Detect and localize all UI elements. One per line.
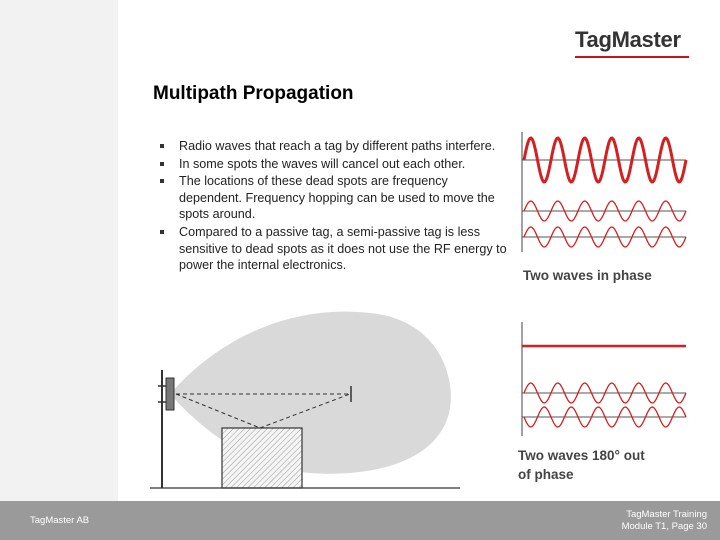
bullet-item: In some spots the waves will cancel out each other. [160, 156, 510, 173]
in-phase-wave-diagram [518, 128, 690, 258]
antenna-field-illustration [150, 308, 460, 493]
bullet-marker [160, 162, 164, 166]
footer-company: TagMaster AB [30, 515, 90, 526]
out-of-phase-wave-diagram [518, 320, 690, 440]
caption-out-of-phase: Two waves 180° out of phase [518, 448, 645, 482]
footer-page-info: TagMaster Training Module T1, Page 30 [621, 509, 707, 532]
bullet-item: Radio waves that reach a tag by different paths interfere. [160, 138, 510, 155]
bullet-item: The locations of these dead spots are frequency dependent. Frequency hopping can be used to move the spots around. [160, 173, 510, 223]
reflecting-object [222, 428, 302, 488]
caption-in-phase: Two waves in phase [523, 268, 652, 283]
footer-bar [0, 501, 720, 540]
tagmaster-logo [575, 28, 691, 58]
bullet-item: Compared to a passive tag, a semi-passive tag is less sensitive to dead spots as it does not use the RF energy to power the internal electronics. [160, 224, 510, 274]
radiation-lobe [170, 312, 451, 474]
bullet-list [160, 138, 510, 275]
bullet-marker [160, 179, 164, 183]
antenna-panel [166, 378, 174, 410]
logo-underline [575, 56, 689, 58]
slide-title: Multipath Propagation [153, 83, 354, 104]
bullet-marker [160, 144, 164, 148]
logo-text: TagMaster [575, 27, 681, 52]
left-sidebar-band [0, 0, 118, 540]
bullet-marker [160, 230, 164, 234]
